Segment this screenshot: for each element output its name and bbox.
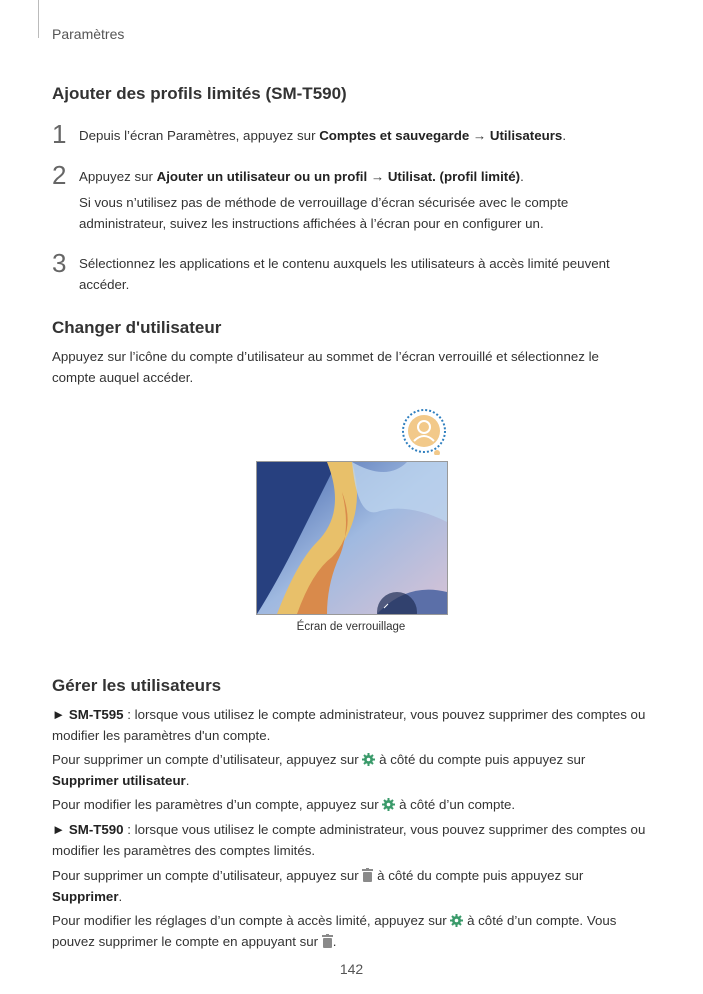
triangle-marker: ►	[52, 707, 66, 722]
step-2-note: Si vous n’utilisez pas de méthode de verrouillage d’écran sécurisée avec le compte administrateur, suivez les instructions affichées à l’écran pour en configurer un.	[79, 195, 569, 231]
step-1-text: Depuis l’écran Paramètres, appuyez sur Comptes et sauvegarde → Utilisateurs.	[79, 128, 567, 143]
triangle-marker: ►	[52, 822, 66, 837]
manage-t595-paragraph: ► SM-T595 : lorsque vous utilisez le compte administrateur, vous pouvez supprimer des comptes ou modifier les paramètres d'un compte.	[52, 707, 646, 743]
gear-icon	[362, 751, 375, 764]
section-title-change-user: Changer d'utilisateur	[52, 318, 222, 337]
lock-screen-image	[256, 461, 448, 615]
section-title-add-limited-profiles: Ajouter des profils limités (SM-T590)	[52, 84, 347, 103]
step-number-1: 1	[52, 119, 67, 149]
trash-icon	[322, 933, 333, 947]
modify-limited-account-paragraph: Pour modifier les réglages d’un compte à accès limité, appuyez sur à côté d’un compte. Vous pouvez supprimer le compte en appuyant sur .	[52, 913, 617, 949]
step-2-text: Appuyez sur Ajouter un utilisateur ou un profil → Utilisat. (profil limité).	[79, 169, 524, 184]
delete-user-paragraph: Pour supprimer un compte d’utilisateur, appuyez sur à côté du compte puis appuyez sur Supprimer utilisateur.	[52, 752, 586, 788]
image-caption: Écran de verrouillage	[296, 621, 406, 633]
trash-icon	[362, 867, 373, 881]
page-number: 142	[339, 961, 364, 977]
header-rule	[38, 0, 39, 38]
step-number-3: 3	[52, 248, 67, 278]
modify-account-paragraph: Pour modifier les paramètres d’un compte, appuyez sur à côté d’un compte.	[52, 797, 516, 812]
step-number-2: 2	[52, 160, 67, 190]
user-account-icon	[400, 407, 448, 455]
change-user-text: Appuyez sur l’icône du compte d’utilisateur au sommet de l’écran verrouillé et sélectionnez le compte auquel accéder.	[52, 349, 599, 385]
gear-icon	[450, 912, 463, 925]
step-3-text: Sélectionnez les applications et le contenu auxquels les utilisateurs à accès limité peuvent accéder.	[79, 256, 610, 292]
manage-t590-paragraph: ► SM-T590 : lorsque vous utilisez le compte administrateur, vous pouvez supprimer des comptes ou modifier les paramètres des comptes limités.	[52, 822, 646, 858]
section-header: Paramètres	[52, 26, 125, 42]
delete-limited-user-paragraph: Pour supprimer un compte d’utilisateur, appuyez sur à côté du compte puis appuyez sur Supprimer.	[52, 868, 584, 904]
gear-icon	[382, 796, 395, 809]
section-title-manage-users: Gérer les utilisateurs	[52, 676, 222, 695]
